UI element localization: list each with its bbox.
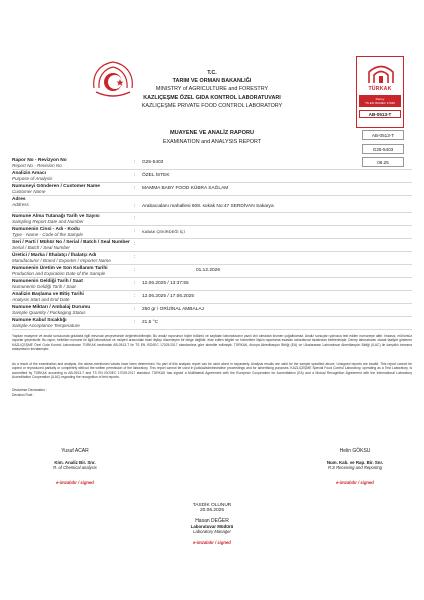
field-label-en: Manufacturer / Brand / Exporter / Importer Name (12, 258, 111, 263)
field-value: Arabacıalanı mahallesi 608. sokak No:47 SERDİVAN Sakarya (142, 204, 274, 209)
signer-name: Helin GÖKSU (339, 448, 371, 454)
signer-title: Kim. Analiz Bir. Snr. (54, 460, 96, 465)
signer-title: Num. Kab. ve Rap. Bir. Snr. (326, 460, 384, 465)
field-label-en: Sample Acceptance Temperature (12, 323, 80, 328)
disclaimer-en: As a result of the examination and analysis, the above-mentioned values have been determined. No part of this analysis report can be used alone in separately. Analysis results are valid for the sample specified above. Unsigned reports are invalid. This report cannot be copied or reproduced partially or completely without the written permission of the laboratory. This report cannot be used in judicial/administrative proceedings and for advertising purposes. KAZLIÇEŞME Special Food Control Laboratory, operating as a Test Laboratory, is accredited by TÜRKAK according to AB-0513-T and TS EN ISO/IEC 17025:2017 standard. TÜRKAK has signed a Multilateral Agreement with the European Cooperation for Accreditation (EA) and a Mutual Recognition Agreement with the International Laboratory Accreditation Cooperation (ILAC) regarding the recognition of test reports. (12, 362, 412, 380)
field-label-en: Numunenin Geldiği Tarih / Saat (12, 284, 76, 289)
field-value: ÖZEL İSTEK (142, 173, 170, 178)
signer-name: Hasan DEĞER (195, 518, 229, 524)
signer-name: Yusuf ACAR (61, 448, 89, 454)
decision-rule-label: Decision Rule : (12, 393, 35, 397)
field-value: MAMMA BABY FOOD KÜBRA SAĞLAM (142, 186, 229, 191)
field-value: 250 gr / ORİJİNAL AMBALAJ (142, 307, 204, 312)
field-value: 21,5 °C (142, 320, 159, 325)
field-label: Numunenin Üretim ve Son Kullanım Tarihi (12, 266, 108, 271)
field-label: Numunenin Cinsi - Adı - Kodu (12, 227, 80, 232)
field-label: Rapor No - Revizyon No (12, 158, 67, 163)
header-ministry-en: MINISTRY of AGRICULTURE and FORESTRY (155, 86, 269, 92)
field-label: Numune Alma Tutanağı Tarih ve Sayısı (12, 214, 100, 219)
field-value: 12.06.2025 / 17.06.2025 (142, 294, 195, 299)
field-label-en: Sample Quantity / Packaging Status (12, 310, 86, 315)
field-value: G25-5403 (142, 160, 164, 165)
field-label: Seri / Parti / Mühür No / Serial / Batch / Seal Number (12, 240, 130, 245)
header-ministry: TARIM VE ORMAN BAKANLIĞI (172, 78, 252, 84)
signer-title-en: Laboratory Manager (193, 529, 231, 534)
field-label-en: Customer Name (12, 189, 46, 194)
header-lab-name-en: KAZLIÇEŞME PRIVATE FOOD CONTROL LABORATORY (141, 103, 283, 109)
header-tc: T.C. (207, 70, 217, 76)
signer-title: Laboratuvar Müdürü (190, 524, 234, 529)
side-box-report-no: G25-5403 (362, 144, 404, 154)
disclaimer-tr: Yapılan muayene ve analiz sonucunda gıdalarla ilgili mevzuat çerçevesinde değerlendirilmiştir. Bu analiz raporunun hiçbir bölümü ve sayfaları laboratuvarın yazılı izni olmadan kısmen çoğaltılamaz. Analiz sonuçları yalnızca test edilen numuneye aittir. İmzasız, mühürsüz raporlar geçersizdir. Bu rapor, belirtilen numune ile ilgili laboratuvar ve müşteri arasındaki ticari ilişkiyi düzenleyen bir belge değildir; elde edilen bilgiler ve hizmetlere ilişkin raporlama esasları laboratuvar tarafından belirlenmiştir. Deney laboratuvarı olarak faaliyet gösteren KAZLIÇEŞME Özel Gıda Kontrol Laboratuvarı TÜRKAK tarafından AB-0513-T ile TS EN ISO/IEC 17025:2017 standardına göre akredite edilmiştir. TÜRKAK, Avrupa Akreditasyon Birliği (EA) ve Uluslararası Laboratuvar Akreditasyon Birliği (ILAC) ile karşılıklı tanınma anlaşmasını imzalamıştır. (12, 334, 412, 352)
field-label-en: Purpose of Analysis (12, 176, 53, 181)
field-label: Numune Kabul Sıcaklığı (12, 318, 67, 323)
e-signature-mark: e-imzalıdır / signed (193, 540, 231, 545)
side-box-revision: 06.25 (362, 157, 404, 167)
field-value: 12.06.2025 / 13:37:55 (142, 281, 189, 286)
field-value: KABAK ÇEKİRDEĞİ İÇİ (142, 229, 185, 234)
disclaimer-label: Disclaimer Declaration : (12, 388, 47, 392)
e-signature-mark: e-imzalıdır / signed (336, 480, 374, 485)
report-title: MUAYENE VE ANALİZ RAPORU (169, 130, 255, 136)
accreditation-code: AB-0513-T (359, 110, 401, 118)
field-label-en: Type - Name - Code of the Sample (12, 232, 83, 237)
field-value: 01.12.2026 (196, 268, 221, 273)
approval-text: TASDİK OLUNUR (192, 503, 232, 508)
field-label: Analizin Amacı (12, 171, 46, 176)
accreditation-name: TÜRKAK (368, 86, 392, 92)
field-label-en: Serial / Batch / Seal Number (12, 245, 70, 250)
accreditation-band (359, 95, 401, 107)
side-box-accreditation: AB-0513-T (362, 130, 404, 140)
field-label: Adres (12, 197, 26, 202)
field-label: Numuneyi Gönderen / Customer Name (12, 184, 100, 189)
signature-right (300, 448, 410, 485)
signer-title-en: R.S Receiving and Reporting (327, 465, 382, 470)
field-label-en: Analysis Start and End Date (12, 297, 70, 302)
report-title-en: EXAMINATION and ANALYSIS REPORT (162, 139, 262, 145)
accreditation-band-line2: TS EN ISO/IEC 17025 (365, 101, 395, 105)
field-label-en: Report No - Revision No (12, 163, 62, 168)
field-label: Numunenin Geldiği Tarih / Saat (12, 279, 83, 284)
header-lab-name: KAZLIÇEŞME ÖZEL GIDA KONTROL LABORATUVARI (143, 95, 281, 101)
signer-title-en: R. of Chemical analysis (53, 465, 97, 470)
e-signature-mark: e-imzalıdır / signed (56, 480, 94, 485)
signature-center (157, 503, 267, 545)
accreditation-badge (356, 56, 404, 128)
field-label: Numune Miktarı / Ambalaj Durumu (12, 305, 91, 310)
approval-date: 20.06.2025 (199, 508, 224, 513)
field-label-en: Sampling Report Date and Number (12, 219, 84, 224)
field-label: Analizin Başlama ve Bitiş Tarihi (12, 292, 84, 297)
field-label: Üretici / Marka / İthalatçı / İhalatçı Adı (12, 253, 97, 258)
field-label-en: Production and Expiration Date of the Sample (12, 271, 106, 276)
field-label-en: Address (12, 202, 29, 207)
turkak-logo-icon (365, 63, 397, 85)
accreditation-band-line1: Deney (375, 97, 385, 101)
signature-left (20, 448, 130, 485)
